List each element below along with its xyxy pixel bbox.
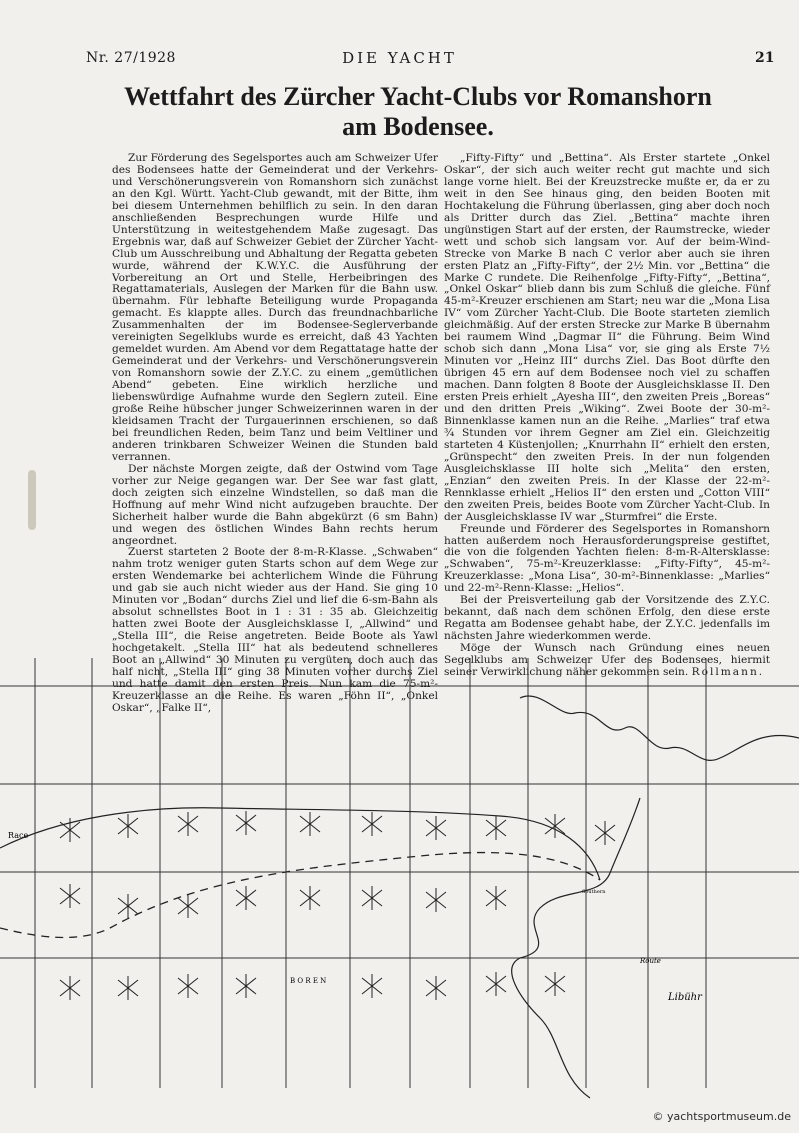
map-grid bbox=[0, 658, 799, 1088]
wind-roses bbox=[60, 811, 615, 1000]
issue-number: Nr. 27/1928 bbox=[86, 50, 176, 66]
closing-text: Möge der Wunsch nach Gründung eines neuen Segelklubs am Schweizer Ufer des Bodensees, hiermit seiner Verwirklichung näher gekommen sein. bbox=[444, 642, 770, 678]
paragraph: Zuerst starteten 2 Boote der 8-m-R-Klasse. „Schwaben“ nahm trotz weniger guten Starts schon auf dem Wege zur ersten Wendemarke bei achterlichem Winde die Führung und gab sie auch nicht wieder aus der Hand. Sie ging 10 Minuten vor „Bodan“ durchs Ziel und lief die 6-sm-Bahn als absolut schnellstes Boot in 1 : 31 : 35 ab. Gleichzeitig hatten zwei Boote der Ausgleichsklasse I, „Allwind“ und „Stella III“, die Reise angetreten. Beide Boote als Yawl hochgetakelt. „Stella III“ hat als bedeutend schnelleres Boot an „Allwind“ 30 Minuten zu vergüten, doch auch das half nicht, „Stella III“ ging 38 Minuten vorher durchs Ziel und hatte damit den ersten Preis. Nun kam die 75-m²-Kreuzerklasse an die Reihe. Es waren „Föhn II“, „Onkel Oskar“, „Falke II“, bbox=[112, 546, 438, 714]
right-column bbox=[444, 153, 770, 679]
page-number: 21 bbox=[755, 50, 775, 66]
map-label-race: Race bbox=[8, 831, 29, 840]
author-name: Rollmann. bbox=[691, 665, 765, 678]
left-column bbox=[112, 153, 438, 715]
artist-signature: Libühr bbox=[668, 992, 702, 1003]
paragraph: „Fifty-Fifty“ und „Bettina“. Als Erster startete „Onkel Oskar“, der sich auch weiter recht gut machte und sich lange vorne hielt. Bei der Kreuzstrecke mußte er, da er zu weit in den See hinaus ging, den beiden Booten mit Hochtakelung die Führung überlassen, ging aber doch noch als Dritter durch das Ziel. „Bettina“ machte ihren ungünstigen Start auf der ersten, der Raumstrecke, wieder wett und schob sich langsam vor. Auf der beim-Wind-Strecke von Marke B nach C verlor aber auch sie ihren ersten Platz an „Fifty-Fifty“, der 2½ Min. vor „Bettina“ die Marke C rundete. Die Reihenfolge „Fifty-Fifty“, „Bettina“, „Onkel Oskar“ blieb dann bis zum Schluß die gleiche. Fünf 45-m²-Kreuzer erschienen am Start; neu war die „Mona Lisa IV“ vom Zürcher Yacht-Club. Die Boote starteten ziemlich gleichmäßig. Auf der ersten Strecke zur Marke B übernahm bei raumem Wind „Dagmar II“ die Führung. Beim Wind schob sich dann „Mona Lisa“ vor, sie ging als Erste 7½ Minuten vor „Heinz III“ durchs Ziel. Das Boot dürfte den übrigen 45 ern auf dem Bodensee noch viel zu schaffen machen. Dann folgten 8 Boote der Ausgleichsklasse II. Den ersten Preis erhielt „Ayesha III“, den zweiten Preis „Boreas“ und den dritten Preis „Wiking“. Zwei Boote der 30-m²-Binnenklasse kamen nun an die Reihe. „Marlies“ traf etwa ¾ Stunden vor ihrem Gegner am Ziel ein. Gleichzeitig starteten 4 Küstenjollen; „Knurrhahn II“ erhielt den ersten, „Grünspecht“ den zweiten Preis. In der nun folgenden Ausgleichsklasse III holte sich „Melita“ den ersten, „Enzian“ den zweiten Preis. In der Klasse der 22-m²-Rennklasse erhielt „Helios II“ den ersten und „Cotton VIII“ den zweiten Preis, beides Boote vom Zürcher Yacht-Club. In der Ausgleichsklasse IV war „Sturmfrei“ die Erste. bbox=[444, 152, 770, 523]
paper-crease bbox=[28, 470, 36, 530]
paragraph: Bei der Preisverteilung gab der Vorsitzende des Z.Y.C. bekannt, daß nach dem schönen Erfolg, den diese erste Regatta am Bodensee gehabt habe, der Z.Y.C. jedenfalls im nächsten Jahre wiederkommen werde. bbox=[444, 594, 770, 643]
paragraph: Zur Förderung des Segelsportes auch am Schweizer Ufer des Bodensees hatte der Gemeinderat und der Verkehrs- und Verschönerungsverein von Romanshorn sich zunächst an den Kgl. Württ. Yacht-Club gewandt, mit der Bitte, ihm bei diesem Unternehmen behilflich zu sein. In den daran anschließenden Besprechungen wurde Hilfe und Unterstützung in weitestgehendem Maße zugesagt. Das Ergebnis war, daß auf Schweizer Gebiet der Zürcher Yacht-Club um Ausschreibung und Abhaltung der Regatta gebeten wurde, während der K.W.Y.C. die Ausführung der Vorbereitung an Ort und Stelle, Herbeibringen des Regattamaterials, Auslegen der Marken für die Bahn usw. übernahm. Für lebhafte Beteiligung wurde Propaganda gemacht. Es klappte alles. Durch das freundnachbarliche Zusammenhalten der im Bodensee-Seglerverbande vereinigten Segelklubs wurde es erreicht, daß 43 Yachten gemeldet wurden. Am Abend vor dem Regattatage hatte der Gemeinderat und der Verkehrs- und Verschönerungsverein von Romanshorn sowie der Z.Y.C. zu einem „gemütlichen Abend“ gebeten. Eine wirklich herzliche und liebenswürdige Aufnahme wurde den Seglern zuteil. Eine große Reihe hübscher junger Schweizerinnen waren in der kleidsamen Tracht der Turgauerinnen erschienen, so daß bei freundlichen Reden, beim Tanz und beim Veltliner und anderen trinkbaren Schweizer Weinen die Stunden bald verrannen. bbox=[112, 152, 438, 463]
article-title-line-1: Wettfahrt des Zürcher Yacht-Clubs vor Romanshorn bbox=[124, 82, 712, 111]
magazine-name: DIE YACHT bbox=[342, 49, 457, 67]
map-label-route: Route bbox=[640, 957, 661, 965]
map-label-port: Southern bbox=[582, 889, 606, 895]
paragraph: Der nächste Morgen zeigte, daß der Ostwind vom Tage vorher zur Neige gegangen war. Der See war fast glatt, doch zeigten sich einzelne Windstellen, so daß man die Hoffnung auf mehr Wind nicht aufzugeben brauchte. Der Sicherheit halber wurde die Bahn abgekürzt (6 sm Bahn) und wegen des östlichen Windes Bahn rechts herum angeordnet. bbox=[112, 462, 438, 547]
paragraph: Freunde und Förderer des Segelsportes in Romanshorn hatten außerdem noch Herausforderungspreise gestiftet, die von die folgenden Yachten fielen: 8-m-R-Altersklasse: „Schwaben“, 75-m²-Kreuzerklasse: „Fifty-Fifty“, 45-m²-Kreuzerklasse: „Mona Lisa“, 30-m²-Binnenklasse: „Marlies“ und 22-m²-Renn-Klasse: „Helios“. bbox=[444, 522, 770, 595]
article-title-line-2: am Bodensee. bbox=[342, 112, 494, 141]
wind-chart-map bbox=[0, 658, 799, 1118]
coastline-north bbox=[520, 696, 799, 760]
map-label-rocks: B O R E N bbox=[290, 977, 327, 985]
article-title bbox=[88, 82, 748, 142]
watermark: © yachtsportmuseum.de bbox=[652, 1110, 791, 1123]
route-dashed bbox=[0, 853, 600, 938]
